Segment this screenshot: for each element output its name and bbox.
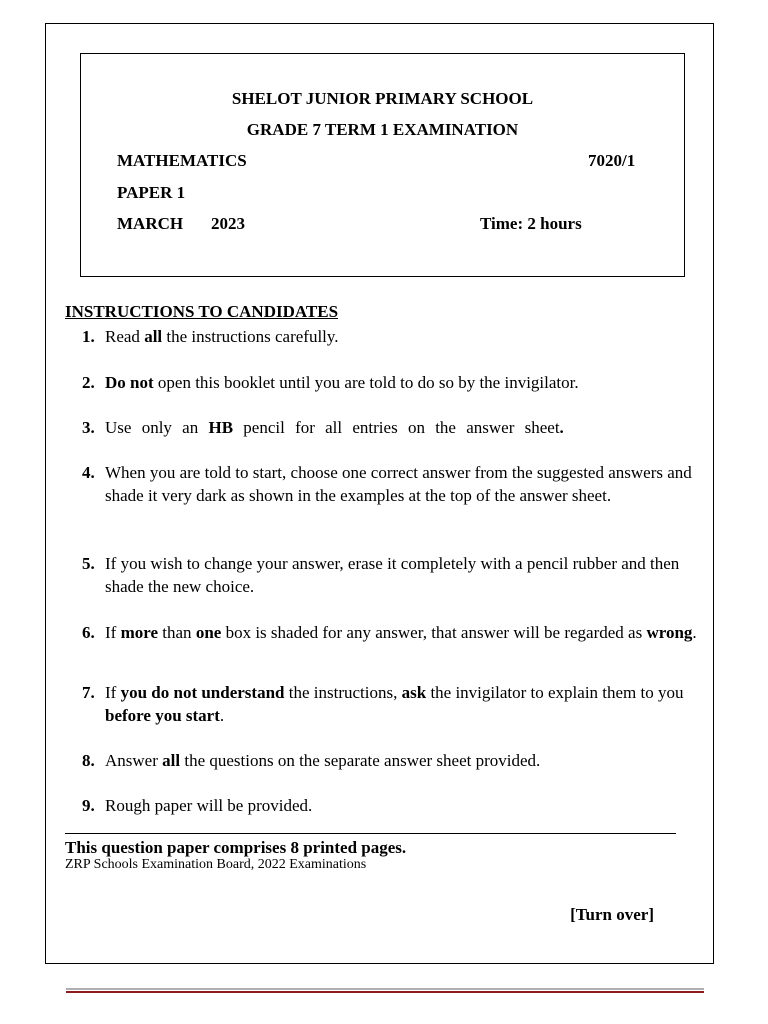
- exam-title: GRADE 7 TERM 1 EXAMINATION: [246, 120, 519, 139]
- bottom-rule-red: [66, 991, 704, 993]
- instruction-number: 8.: [82, 751, 95, 770]
- bottom-rule-grey: [66, 988, 704, 990]
- instruction-number: 7.: [82, 683, 95, 702]
- instruction-number: 3.: [82, 418, 95, 437]
- instruction-item: [82, 621, 697, 644]
- instruction-text: If you wish to change your answer, erase it completely with a pencil rubber and then shade the new choice.: [105, 554, 680, 596]
- instruction-item: [82, 461, 697, 507]
- paper-number: PAPER 1: [117, 183, 186, 202]
- instruction-text: If you do not understand the instructions, ask the invigilator to explain them to you before you start.: [105, 683, 684, 725]
- school-name: SHELOT JUNIOR PRIMARY SCHOOL: [231, 89, 534, 108]
- instruction-item: [82, 325, 697, 348]
- instruction-text: Rough paper will be provided.: [105, 796, 313, 815]
- instruction-number: 5.: [82, 554, 95, 573]
- instruction-item: [82, 681, 697, 727]
- instruction-item: [82, 371, 697, 394]
- instruction-text: Do not open this booklet until you are told to do so by the invigilator.: [105, 373, 579, 392]
- instruction-item: [82, 416, 697, 439]
- instruction-text: Read all the instructions carefully.: [105, 327, 339, 346]
- subject: MATHEMATICS: [117, 151, 247, 170]
- instruction-number: 9.: [82, 796, 95, 815]
- instructions-title: INSTRUCTIONS TO CANDIDATES: [65, 302, 339, 321]
- instruction-number: 1.: [82, 327, 95, 346]
- instruction-number: 4.: [82, 463, 95, 482]
- instruction-item: [82, 749, 697, 772]
- instruction-number: 6.: [82, 623, 95, 642]
- instruction-item: [82, 794, 697, 817]
- instruction-number: 2.: [82, 373, 95, 392]
- page-count-note: This question paper comprises 8 printed pages.: [65, 838, 407, 857]
- instruction-text: When you are told to start, choose one correct answer from the suggested answers and shade it very dark as shown in the examples at the top of the answer sheet.: [105, 463, 692, 505]
- turn-over-label: [Turn over]: [570, 905, 654, 924]
- instruction-text: Answer all the questions on the separate answer sheet provided.: [105, 751, 541, 770]
- instruction-text: If more than one box is shaded for any answer, that answer will be regarded as wrong.: [105, 623, 697, 642]
- instruction-text: Use only an HB pencil for all entries on the answer sheet.: [105, 418, 564, 437]
- paper-code: 7020/1: [588, 151, 636, 170]
- exam-header-box: [80, 53, 685, 277]
- exam-year: 2023: [211, 214, 245, 233]
- exam-month: MARCH: [117, 214, 184, 233]
- exam-duration: Time: 2 hours: [480, 214, 582, 233]
- footer-separator: [65, 833, 676, 834]
- exam-board-note: ZRP Schools Examination Board, 2022 Examinations: [65, 857, 367, 872]
- instruction-item: [82, 552, 697, 598]
